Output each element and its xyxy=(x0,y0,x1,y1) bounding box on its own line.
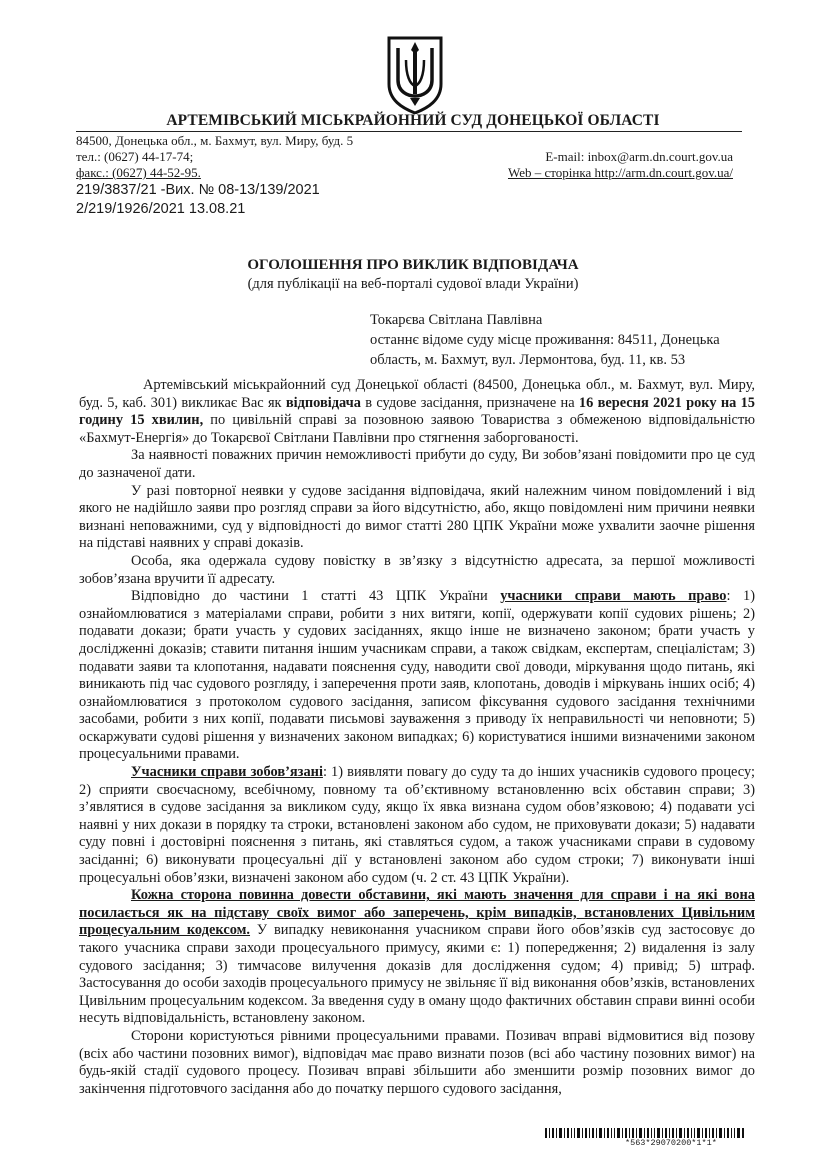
court-website-link[interactable]: Web – сторінка http://arm.dn.court.gov.ua/ xyxy=(507,165,733,180)
document-subtitle: (для публікації на веб-порталі судової влади України) xyxy=(247,276,579,292)
rights-paragraph xyxy=(79,588,755,764)
court-address: 84500, Донецька обл., м. Бахмут, вул. Миру, буд. 5 xyxy=(76,133,354,148)
duties-paragraph xyxy=(79,764,755,887)
addressee-address-line: область, м. Бахмут, вул. Лермонтова, буд. 11, кв. 53 xyxy=(370,352,686,368)
addressee-address-line: останнє відоме суду місце проживання: 84511, Донецька xyxy=(370,332,720,348)
document-title: ОГОЛОШЕННЯ ПРО ВИКЛИК ВІДПОВІДАЧА xyxy=(247,257,579,273)
court-name: АРТЕМІВСЬКИЙ МІСЬКРАЙОННИЙ СУД ДОНЕЦЬКОЇ ОБЛАСТІ xyxy=(166,112,660,129)
duties-heading: Учасники справи зобов’язані xyxy=(131,764,323,781)
role-emphasis: відповідача xyxy=(285,394,361,411)
default-judgment-paragraph: У разі повторної неявки у судове засідання відповідача, який належним чином повідомлений і від якого не надійшло заяви про розгляд справи за його відсутністю, або, якщо повідомлені ним причини неявки визнані неповажними, суд у відповідності до вимог статті 280 ЦПК України може ухвалити заочне рішення на підставі наявних у справі доказів. xyxy=(79,482,755,552)
outgoing-reference-number: 219/3837/21 -Вих. № 08-13/139/2021 xyxy=(76,182,320,198)
court-email[interactable]: E-mail: inbox@arm.dn.court.gov.ua xyxy=(545,149,733,164)
text-run: : 1) ознайомлюватися з матеріалами справи, робити з них витяги, копії, одержувати копії судових рішень; 2) подавати докази; брати участь у судових засіданнях, якщо інше не визначено законом; брати участь у дослідженні доказів; ставити питання іншим учасникам справи, а також свідкам, експертам, спеціалістам; 3) подавати заяви та клопотання, надавати пояснення суду, наводити свої доводи, міркування щодо питань, які виникають під час судового розгляду, і заперечення проти заяв, клопотань, доводів і міркувань інших осіб; 4) ознайомлюватися з протоколом судового засідання, записом фіксування судового засідання технічними засобами, робити з них копії, подавати письмові зауваження з приводу їх неправильності чи неповноти; 5) оскаржувати судові рішення у визначених законом випадках; 6) користуватися іншими визначеними законом процесуальними правами. xyxy=(79,588,755,763)
case-number-date: 2/219/1926/2021 13.08.21 xyxy=(76,201,246,217)
summons-handover-paragraph: Особа, яка одержала судову повістку в зв’язку з відсутністю адресата, за першої можливості зобов’язана вручити її адресату. xyxy=(79,552,755,587)
court-phone: тел.: (0627) 44-17-74; xyxy=(76,149,194,164)
addressee-block xyxy=(370,310,770,370)
text-run: в судове засідання, призначене на xyxy=(361,394,579,411)
addressee-name: Токарєва Світлана Павлівна xyxy=(370,312,543,328)
burden-of-proof-emphasis: Кожна сторона повинна довести обставини, які мають значення для справи і на які вона посилається як на підставу своїх вимог або заперечень, крім випадків, встановлених Цивільним процесуальним кодексом. xyxy=(79,887,755,939)
equal-rights-paragraph: Сторони користуються рівними процесуальними правами. Позивач вправі відмовитися від позову (всіх або частини позовних вимог), відповідач має право визнати позов (всі або частину позовних вимог) на будь-якій стадії судового процесу. Позивач вправі збільшити або зменшити розмір позовних вимог до закінчення підготовчого засідання або до початку першого судового засідання, xyxy=(79,1027,755,1097)
text-run: : 1) виявляти повагу до суду та до інших учасників судового процесу; 2) сприяти своєчасному, всебічному, повному та об’єктивному встановленню всіх обставин справи; 3) з’являтися в судове засідання за викликом суду, якщо їх явка визнана судом обов’язковою; 4) подавати усі наявні у них докази в порядку та строки, встановлені законом або судом, не приховувати докази; 5) надавати суду повні і достовірні пояснення з питань, які ставляться судом, а також учасниками справи в судовому засіданні; 6) виконувати процесуальні дії у встановлені законом або судом строки; 7) виконувати інші процесуальні обов’язки, визначені законом або судом (ч. 2 ст. 43 ЦПК України). xyxy=(79,764,755,886)
trident-coat-of-arms-icon xyxy=(386,36,444,114)
barcode-number: *563*29070200*1*1* xyxy=(625,1138,717,1148)
notice-body xyxy=(79,377,755,1098)
duty-to-notify-paragraph: За наявності поважних причин неможливості прибути до суду, Ви зобов’язані повідомити про це суд до зазначеної дати. xyxy=(79,447,755,481)
barcode xyxy=(545,1128,745,1138)
text-run: Артемівський міськрайонний суд Донецької області (84500, Донецька обл., м. Бахмут, вул. Миру, буд. 5, каб. 301) викликає Вас як xyxy=(79,377,755,411)
header-divider xyxy=(76,131,742,132)
court-fax: факс.: (0627) 44-52-95. xyxy=(76,165,201,180)
rights-heading: учасники справи мають право xyxy=(500,588,727,605)
text-run: по цивільній справі за позовною заявою Товариства з обмеженою відповідальністю «Бахмут-Енергія» до Токарєвої Світлани Павлівни про стягнення заборгованості. xyxy=(79,412,755,446)
text-run: Відповідно до частини 1 статті 43 ЦПК України xyxy=(131,588,501,605)
burden-of-proof-paragraph xyxy=(79,887,755,1028)
text-run: У випадку невиконання учасником справи його обов’язків суд застосовує до такого учасника справи заходи процесуального примусу, якими є: 1) попередження; 2) видалення із залу судового засідання; 3) тимчасове вилучення доказів для дослідження судом; 4) привід; 5) штраф. Застосування до особи заходів процесуального примусу не звільняє її від виконання обов’язків, встановлених Цивільним процесуальним кодексом. За введення суду в оману щодо фактичних обставин справи винні особи несуть відповідальність, встановлену законом. xyxy=(79,922,755,1027)
summons-paragraph xyxy=(79,377,755,447)
hearing-datetime: 16 вересня 2021 року на 15 годину 15 хвилин, xyxy=(79,394,755,429)
